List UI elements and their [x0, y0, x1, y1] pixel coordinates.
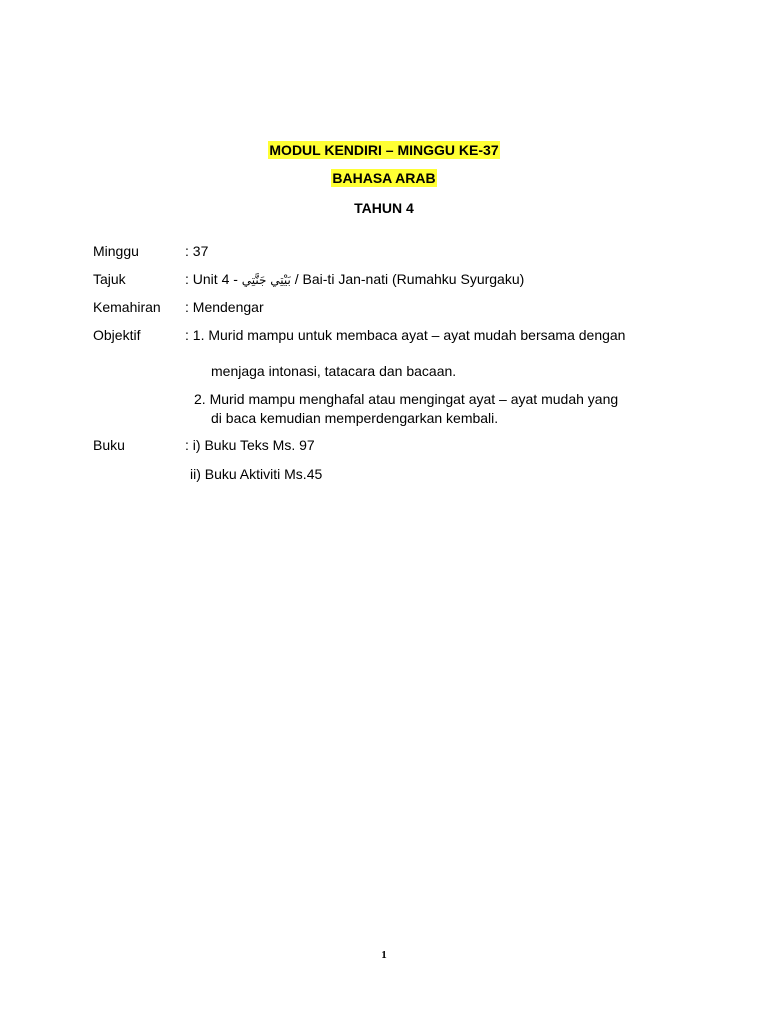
module-title-text: MODUL KENDIRI – MINGGU KE-37: [269, 142, 499, 158]
field-minggu-label: Minggu: [93, 243, 139, 259]
objektif-item2-line1: 2. Murid mampu menghafal atau mengingat ayat – ayat mudah yang: [194, 391, 619, 407]
year-title: [0, 199, 768, 217]
objektif-item1-line1: : 1. Murid mampu untuk membaca ayat – ayat mudah bersama dengan: [185, 327, 626, 343]
field-kemahiran-value: : Mendengar: [185, 299, 264, 315]
field-buku-label: Buku: [93, 437, 125, 453]
field-minggu-value: : 37: [185, 243, 209, 259]
objektif-item1-line2: menjaga intonasi, tatacara dan bacaan.: [211, 363, 457, 379]
field-tajuk-value: [185, 270, 524, 289]
subject-title: [0, 169, 768, 187]
field-kemahiran-label: Kemahiran: [93, 299, 161, 315]
module-title: [0, 141, 768, 159]
year-title-text: TAHUN 4: [354, 200, 414, 216]
page-number: 1: [381, 949, 387, 961]
field-objektif-label: Objektif: [93, 327, 141, 343]
subject-title-text: BAHASA ARAB: [332, 170, 436, 186]
objektif-item2-line2: di baca kemudian memperdengarkan kembali.: [211, 410, 499, 426]
field-tajuk-arabic: بَيْتِي جَنَّتِي: [241, 273, 291, 287]
buku-item2: ii) Buku Aktiviti Ms.45: [190, 466, 323, 482]
buku-item1: : i) Buku Teks Ms. 97: [185, 437, 315, 453]
field-tajuk-suffix: / Bai-ti Jan-nati (Rumahku Syurgaku): [290, 271, 525, 287]
field-tajuk-label: Tajuk: [93, 271, 126, 287]
field-tajuk-prefix: : Unit 4 -: [185, 271, 242, 287]
